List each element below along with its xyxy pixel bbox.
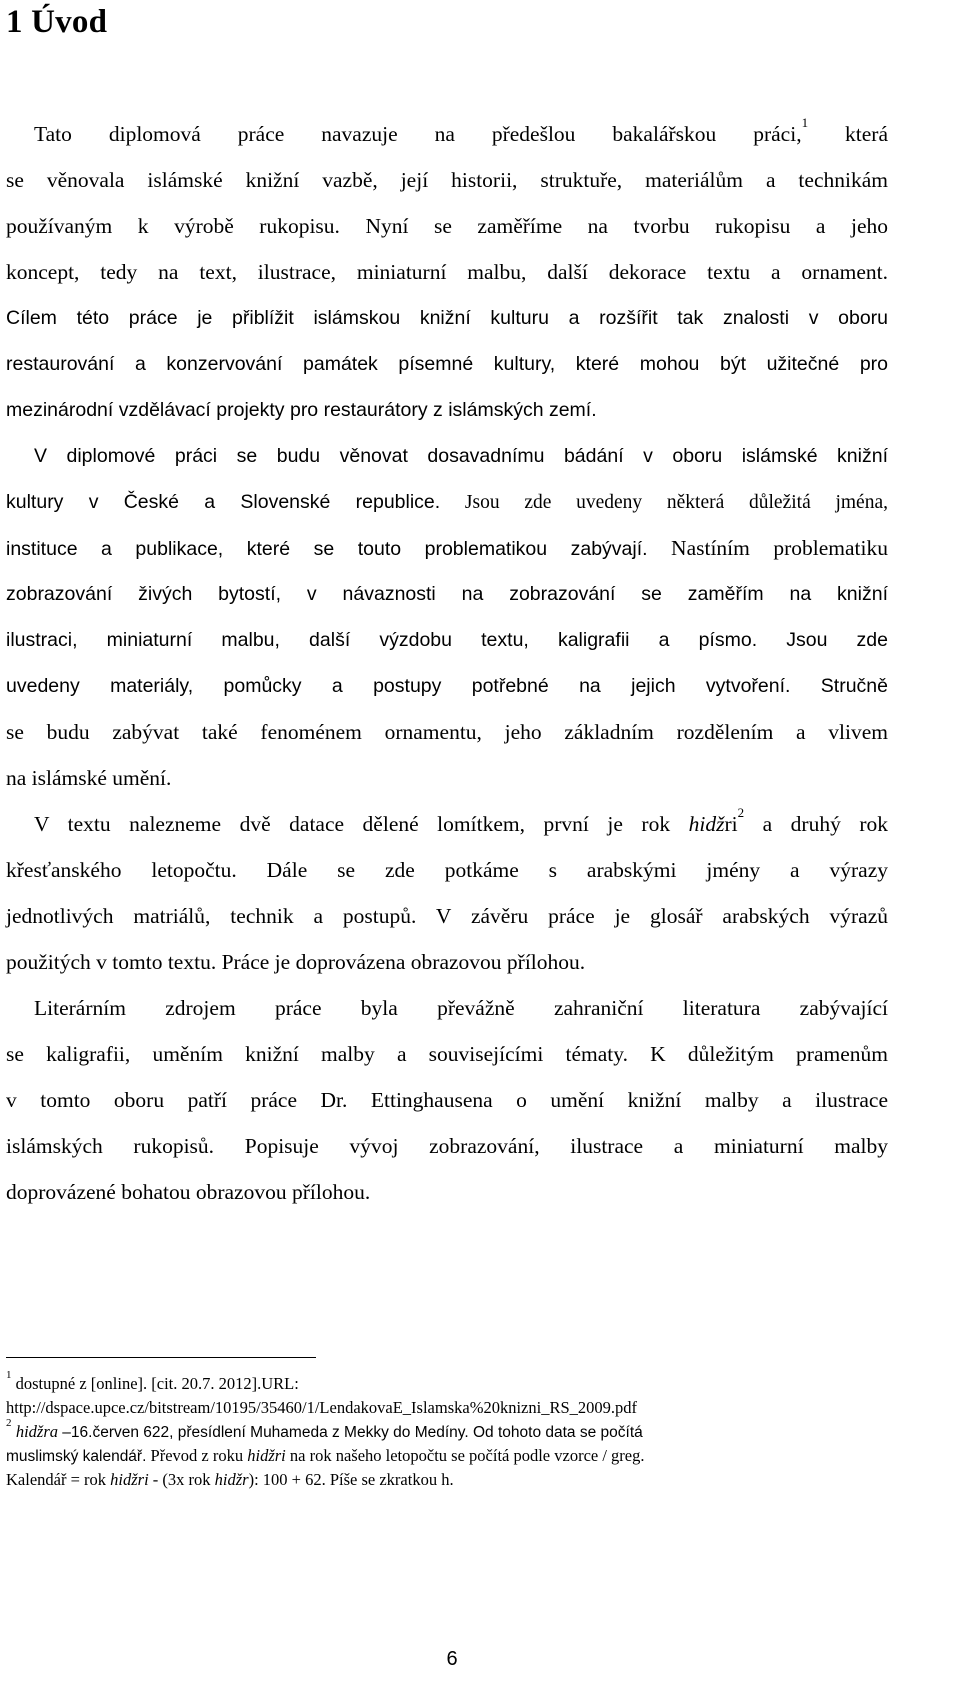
footnote-2-formula xyxy=(6,1468,896,1492)
footnote-text: Kalendář = rok xyxy=(6,1470,111,1489)
footnote-text: Převod z roku xyxy=(146,1446,248,1465)
text-line: Literárním zdrojem práce byla převážně zahraniční literatura zabývající xyxy=(34,996,888,1020)
footnote-1-link[interactable]: http://dspace.upce.cz/bitstream/10195/35460/1/LendakovaE_Islamska%20knizni_RS_2009.pdf xyxy=(6,1398,637,1417)
text-span: Tato diplomová práce navazuje na předešlou bakalářskou práci, xyxy=(34,122,802,146)
text-span: V textu nalezneme dvě datace dělené lomítkem, první je rok xyxy=(34,812,689,836)
text-line: se kaligrafii, uměním knižní malby a souvisejícími tématy. K důležitým pramenům xyxy=(6,1042,888,1066)
text-line: restaurování a konzervování památek písemné kultury, které mohou být užitečné pro xyxy=(6,353,888,375)
text-line xyxy=(34,807,888,841)
text-span: která xyxy=(808,122,888,146)
text-line xyxy=(34,117,888,151)
text-line: jednotlivých matriálů, technik a postupů. V závěru práce je glosář arabských výrazů xyxy=(6,904,888,928)
text-span: hidž xyxy=(688,812,725,836)
text-line: V diplomové práci se budu věnovat dosavadnímu bádání v oboru islámské knižní xyxy=(34,445,888,467)
footnote-number: 1 xyxy=(6,1369,12,1381)
text-line: na islámské umění. xyxy=(6,766,172,790)
text-line: zobrazování živých bytostí, v návaznosti na zobrazování se zaměřím na knižní xyxy=(6,583,888,605)
text-line: použitých v tomto textu. Práce je doprovázena obrazovou přílohou. xyxy=(6,950,586,974)
text-span: a druhý rok xyxy=(744,812,888,836)
footnote-ref-2[interactable]: 2 xyxy=(737,805,745,820)
text-span: ri xyxy=(724,812,738,836)
text-line: uvedeny materiály, pomůcky a postupy potřebné na jejich vytvoření. Stručně xyxy=(6,675,888,697)
text-line: ilustraci, miniaturní malbu, další výzdobu textu, kaligrafii a písmo. Jsou zde xyxy=(6,629,888,651)
text-span: Nastíním problematiku xyxy=(647,536,888,560)
footnote-text: muslimský kalendář. xyxy=(6,1448,147,1465)
text-line: koncept, tedy na text, ilustrace, miniaturní malbu, další dekorace textu a ornament. xyxy=(6,260,888,284)
footnote-separator xyxy=(6,1357,316,1358)
footnote-text: na rok našeho letopočtu se počítá podle vzorce / greg. xyxy=(285,1446,645,1465)
text-line: doprovázené bohatou obrazovou přílohou. xyxy=(6,1180,371,1204)
footnote-ref-1[interactable]: 1 xyxy=(801,115,809,130)
text-line: používaným k výrobě rukopisu. Nyní se zaměříme na tvorbu rukopisu a jeho xyxy=(6,214,888,238)
footnote-text: –16.červen 622, přesídlení Muhameda z Mekky do Medíny. Od tohoto data se počítá xyxy=(58,1424,643,1441)
text-line: mezinárodní vzdělávací projekty pro restaurátory z islámských zemí. xyxy=(6,399,597,421)
footnote-1 xyxy=(6,1369,896,1396)
footnote-text: ): 100 + 62. Píše se zkratkou h. xyxy=(248,1470,454,1489)
footnote-term: hidžr xyxy=(214,1470,249,1489)
footnote-term: hidžri xyxy=(110,1470,149,1489)
text-span: kultury v České a Slovenské republice. xyxy=(6,491,441,513)
page-number: 6 xyxy=(446,1648,458,1670)
text-span: instituce a publikace, které se touto problematikou zabývají. xyxy=(6,538,648,560)
text-line: Cílem této práce je přiblížit islámskou knižní kulturu a rozšířit tak znalosti v oboru xyxy=(6,307,888,329)
footnote-2 xyxy=(6,1417,896,1444)
text-span: Jsou zde uvedeny některá důležitá jména, xyxy=(440,492,888,513)
text-line xyxy=(6,531,888,565)
text-line: křesťanského letopočtu. Dále se zde potkáme s arabskými jmény a výrazy xyxy=(6,858,888,882)
footnote-term: hidžra xyxy=(15,1422,58,1441)
footnote-number: 2 xyxy=(6,1417,12,1429)
footnote-text: - (3x rok xyxy=(148,1470,215,1489)
text-line xyxy=(6,485,888,519)
footnote-term: hidžri xyxy=(247,1446,286,1465)
text-line: se budu zabývat také fenoménem ornamentu, jeho základním rozdělením a vlivem xyxy=(6,720,888,744)
footnote-2-cont xyxy=(6,1444,896,1468)
text-line: se věnovala islámské knižní vazbě, její historii, struktuře, materiálům a technikám xyxy=(6,168,888,192)
chapter-heading: 1 Úvod xyxy=(6,4,108,40)
footnote-text: dostupné z [online]. [cit. 20.7. 2012].URL: xyxy=(11,1374,299,1393)
text-line: islámských rukopisů. Popisuje vývoj zobrazování, ilustrace a miniaturní malby xyxy=(6,1134,888,1158)
text-line: v tomto oboru patří práce Dr. Ettinghausena o umění knižní malby a ilustrace xyxy=(6,1088,888,1112)
